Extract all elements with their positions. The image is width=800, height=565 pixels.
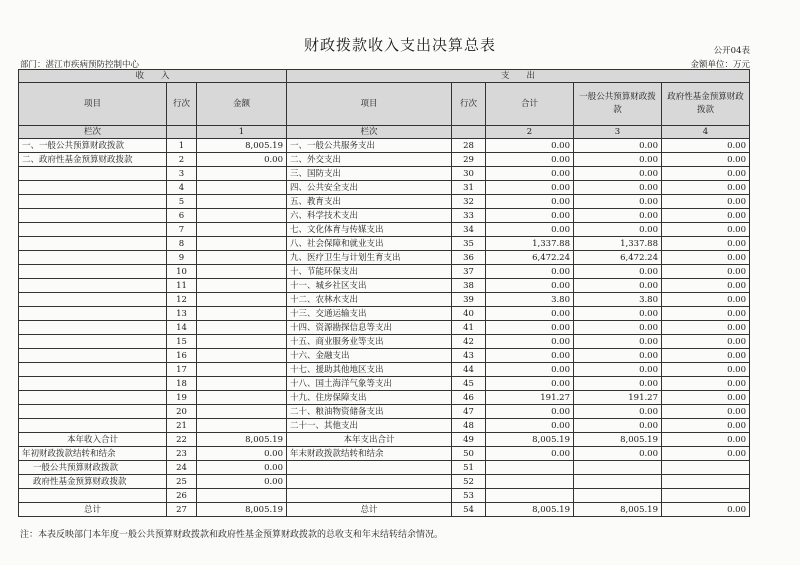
expense-row-no-cell: 35 bbox=[452, 237, 486, 251]
expense-general-cell: 0.00 bbox=[574, 265, 662, 279]
expense-total-cell bbox=[486, 461, 574, 475]
income-amount-cell bbox=[197, 405, 287, 419]
expense-total-cell: 0.00 bbox=[486, 265, 574, 279]
income-amount-cell bbox=[197, 321, 287, 335]
expense-item-cell: 年末财政拨款结转和结余 bbox=[287, 447, 452, 461]
expense-item-cell: 三、国防支出 bbox=[287, 167, 452, 181]
income-row-no-cell: 2 bbox=[167, 153, 197, 167]
income-row-no-cell: 7 bbox=[167, 223, 197, 237]
income-amount-cell bbox=[197, 265, 287, 279]
income-amount-cell bbox=[197, 237, 287, 251]
income-item-cell: 年初财政拨款结转和结余 bbox=[19, 447, 167, 461]
income-item-cell bbox=[19, 335, 167, 349]
income-item-cell bbox=[19, 377, 167, 391]
expense-item-cell: 十三、交通运输支出 bbox=[287, 307, 452, 321]
table-row bbox=[19, 181, 750, 195]
table-row bbox=[19, 461, 750, 475]
expense-item-cell: 五、教育支出 bbox=[287, 195, 452, 209]
expense-fund-cell: 0.00 bbox=[662, 181, 750, 195]
income-row-no-cell: 12 bbox=[167, 293, 197, 307]
expense-item-cell: 十四、资源勘探信息等支出 bbox=[287, 321, 452, 335]
expense-item-cell: 九、医疗卫生与计划生育支出 bbox=[287, 251, 452, 265]
income-item-cell: 总计 bbox=[19, 503, 167, 517]
income-row-no-cell: 4 bbox=[167, 181, 197, 195]
income-amount-cell: 0.00 bbox=[197, 475, 287, 489]
income-row-no-cell: 21 bbox=[167, 419, 197, 433]
income-amount-cell bbox=[197, 195, 287, 209]
expense-row-no-cell: 46 bbox=[452, 391, 486, 405]
table-row bbox=[19, 489, 750, 503]
expense-fund-cell: 0.00 bbox=[662, 195, 750, 209]
income-row-no-cell: 27 bbox=[167, 503, 197, 517]
income-item-cell: 一般公共预算财政拨款 bbox=[19, 461, 167, 475]
expense-row-no-header: 行次 bbox=[452, 83, 486, 126]
expense-total-cell: 6,472.24 bbox=[486, 251, 574, 265]
income-col-blank bbox=[167, 126, 197, 139]
form-number: 公开04表 bbox=[713, 46, 750, 56]
expense-fund-cell: 0.00 bbox=[662, 447, 750, 461]
expense-total-cell: 0.00 bbox=[486, 279, 574, 293]
income-row-no-cell: 9 bbox=[167, 251, 197, 265]
expense-row-no-cell: 33 bbox=[452, 209, 486, 223]
expense-general-cell: 0.00 bbox=[574, 447, 662, 461]
expense-fund-header: 政府性基金预算财政拨款 bbox=[662, 83, 750, 126]
table-row bbox=[19, 419, 750, 433]
table-row bbox=[19, 447, 750, 461]
expense-total-cell: 0.00 bbox=[486, 335, 574, 349]
income-item-cell bbox=[19, 167, 167, 181]
income-header: 收 入 bbox=[19, 70, 287, 83]
unit-label: 金额单位：万元 bbox=[690, 60, 750, 70]
income-row-no-cell: 3 bbox=[167, 167, 197, 181]
expense-item-cell: 七、文化体育与传媒支出 bbox=[287, 223, 452, 237]
table-row bbox=[19, 503, 750, 517]
table-row bbox=[19, 391, 750, 405]
expense-item-cell: 十、节能环保支出 bbox=[287, 265, 452, 279]
income-item-cell bbox=[19, 321, 167, 335]
expense-fund-cell: 0.00 bbox=[662, 265, 750, 279]
expense-fund-cell: 0.00 bbox=[662, 377, 750, 391]
expense-total-cell bbox=[486, 489, 574, 503]
expense-general-cell: 0.00 bbox=[574, 377, 662, 391]
income-amount-cell bbox=[197, 167, 287, 181]
expense-total-cell: 0.00 bbox=[486, 167, 574, 181]
income-item-cell bbox=[19, 237, 167, 251]
expense-row-no-cell: 29 bbox=[452, 153, 486, 167]
income-row-no-cell: 13 bbox=[167, 307, 197, 321]
expense-fund-cell: 0.00 bbox=[662, 363, 750, 377]
income-amount-cell bbox=[197, 363, 287, 377]
income-item-cell bbox=[19, 363, 167, 377]
expense-general-cell: 8,005.19 bbox=[574, 433, 662, 447]
table-row bbox=[19, 279, 750, 293]
expense-general-header: 一般公共预算财政拨款 bbox=[574, 83, 662, 126]
income-item-cell bbox=[19, 265, 167, 279]
table-row bbox=[19, 139, 750, 153]
expense-row-no-cell: 50 bbox=[452, 447, 486, 461]
income-row-no-cell: 20 bbox=[167, 405, 197, 419]
income-row-no-cell: 22 bbox=[167, 433, 197, 447]
income-col-label: 栏次 bbox=[19, 126, 167, 139]
table-row bbox=[19, 293, 750, 307]
expense-general-cell: 0.00 bbox=[574, 139, 662, 153]
expense-general-cell: 0.00 bbox=[574, 181, 662, 195]
income-amount-cell: 8,005.19 bbox=[197, 433, 287, 447]
expense-fund-cell: 0.00 bbox=[662, 405, 750, 419]
expense-fund-cell: 0.00 bbox=[662, 321, 750, 335]
expense-row-no-cell: 45 bbox=[452, 377, 486, 391]
expense-general-cell: 0.00 bbox=[574, 335, 662, 349]
expense-item-cell: 十五、商业服务业等支出 bbox=[287, 335, 452, 349]
expense-general-cell: 3.80 bbox=[574, 293, 662, 307]
expense-total-cell: 0.00 bbox=[486, 209, 574, 223]
expense-general-cell bbox=[574, 489, 662, 503]
expense-row-no-cell: 36 bbox=[452, 251, 486, 265]
expense-item-header: 项目 bbox=[287, 83, 452, 126]
expense-fund-cell: 0.00 bbox=[662, 349, 750, 363]
expense-row-no-cell: 40 bbox=[452, 307, 486, 321]
expense-total-cell: 0.00 bbox=[486, 447, 574, 461]
expense-item-cell: 十二、农林水支出 bbox=[287, 293, 452, 307]
expense-col-2: 2 bbox=[486, 126, 574, 139]
income-amount-cell bbox=[197, 181, 287, 195]
income-item-cell: 一、一般公共预算财政拨款 bbox=[19, 139, 167, 153]
expense-row-no-cell: 38 bbox=[452, 279, 486, 293]
income-item-cell bbox=[19, 223, 167, 237]
expense-row-no-cell: 42 bbox=[452, 335, 486, 349]
income-item-cell: 本年收入合计 bbox=[19, 433, 167, 447]
expense-total-cell: 0.00 bbox=[486, 195, 574, 209]
expense-fund-cell: 0.00 bbox=[662, 209, 750, 223]
expense-general-cell: 0.00 bbox=[574, 153, 662, 167]
table-row bbox=[19, 251, 750, 265]
expense-col-blank bbox=[452, 126, 486, 139]
income-item-cell bbox=[19, 195, 167, 209]
income-amount-cell bbox=[197, 209, 287, 223]
income-item-cell bbox=[19, 293, 167, 307]
expense-fund-cell bbox=[662, 475, 750, 489]
expense-header: 支 出 bbox=[287, 70, 750, 83]
expense-item-cell: 二十、粮油物资储备支出 bbox=[287, 405, 452, 419]
expense-row-no-cell: 43 bbox=[452, 349, 486, 363]
expense-total-cell: 0.00 bbox=[486, 307, 574, 321]
income-item-cell bbox=[19, 279, 167, 293]
expense-fund-cell: 0.00 bbox=[662, 503, 750, 517]
expense-general-cell: 0.00 bbox=[574, 167, 662, 181]
expense-row-no-cell: 39 bbox=[452, 293, 486, 307]
income-amount-cell: 8,005.19 bbox=[197, 503, 287, 517]
expense-item-cell: 八、社会保障和就业支出 bbox=[287, 237, 452, 251]
expense-row-no-cell: 49 bbox=[452, 433, 486, 447]
table-row bbox=[19, 237, 750, 251]
expense-row-no-cell: 48 bbox=[452, 419, 486, 433]
expense-item-cell: 十八、国土海洋气象等支出 bbox=[287, 377, 452, 391]
table-row bbox=[19, 377, 750, 391]
income-item-cell bbox=[19, 391, 167, 405]
expense-fund-cell bbox=[662, 461, 750, 475]
table-row bbox=[19, 363, 750, 377]
expense-total-cell bbox=[486, 475, 574, 489]
income-row-no-cell: 10 bbox=[167, 265, 197, 279]
table-row bbox=[19, 321, 750, 335]
table-row bbox=[19, 349, 750, 363]
income-row-no-cell: 14 bbox=[167, 321, 197, 335]
income-row-no-header: 行次 bbox=[167, 83, 197, 126]
table-row bbox=[19, 265, 750, 279]
expense-item-cell bbox=[287, 475, 452, 489]
income-item-cell bbox=[19, 209, 167, 223]
income-amount-cell bbox=[197, 419, 287, 433]
income-amount-header: 金额 bbox=[197, 83, 287, 126]
income-row-no-cell: 6 bbox=[167, 209, 197, 223]
expense-general-cell: 0.00 bbox=[574, 349, 662, 363]
expense-row-no-cell: 54 bbox=[452, 503, 486, 517]
expense-fund-cell: 0.00 bbox=[662, 279, 750, 293]
income-item-header: 项目 bbox=[19, 83, 167, 126]
expense-row-no-cell: 37 bbox=[452, 265, 486, 279]
department-label: 部门：湛江市疾病预防控制中心 bbox=[20, 60, 140, 70]
income-row-no-cell: 1 bbox=[167, 139, 197, 153]
expense-total-cell: 0.00 bbox=[486, 405, 574, 419]
expense-row-no-cell: 30 bbox=[452, 167, 486, 181]
income-item-cell bbox=[19, 349, 167, 363]
table-row bbox=[19, 167, 750, 181]
income-amount-cell: 0.00 bbox=[197, 153, 287, 167]
expense-item-cell: 十七、援助其他地区支出 bbox=[287, 363, 452, 377]
income-amount-cell: 0.00 bbox=[197, 461, 287, 475]
budget-summary-table bbox=[18, 69, 750, 517]
expense-total-cell: 1,337.88 bbox=[486, 237, 574, 251]
expense-item-cell bbox=[287, 461, 452, 475]
expense-fund-cell: 0.00 bbox=[662, 167, 750, 181]
income-item-cell: 二、政府性基金预算财政拨款 bbox=[19, 153, 167, 167]
expense-general-cell bbox=[574, 475, 662, 489]
expense-general-cell: 0.00 bbox=[574, 223, 662, 237]
expense-fund-cell: 0.00 bbox=[662, 433, 750, 447]
income-item-cell bbox=[19, 489, 167, 503]
expense-general-cell: 0.00 bbox=[574, 405, 662, 419]
expense-fund-cell: 0.00 bbox=[662, 139, 750, 153]
expense-general-cell bbox=[574, 461, 662, 475]
income-amount-cell bbox=[197, 391, 287, 405]
income-row-no-cell: 8 bbox=[167, 237, 197, 251]
income-item-cell bbox=[19, 405, 167, 419]
expense-total-cell: 0.00 bbox=[486, 349, 574, 363]
income-amount-cell bbox=[197, 293, 287, 307]
expense-fund-cell: 0.00 bbox=[662, 307, 750, 321]
expense-fund-cell: 0.00 bbox=[662, 335, 750, 349]
expense-row-no-cell: 34 bbox=[452, 223, 486, 237]
income-item-cell bbox=[19, 251, 167, 265]
expense-fund-cell: 0.00 bbox=[662, 391, 750, 405]
income-item-cell bbox=[19, 419, 167, 433]
expense-general-cell: 1,337.88 bbox=[574, 237, 662, 251]
expense-item-cell: 十九、住房保障支出 bbox=[287, 391, 452, 405]
expense-fund-cell: 0.00 bbox=[662, 419, 750, 433]
expense-total-cell: 0.00 bbox=[486, 181, 574, 195]
expense-total-header: 合计 bbox=[486, 83, 574, 126]
table-row bbox=[19, 209, 750, 223]
income-amount-cell bbox=[197, 489, 287, 503]
table-row bbox=[19, 223, 750, 237]
expense-fund-cell: 0.00 bbox=[662, 251, 750, 265]
table-row bbox=[19, 195, 750, 209]
income-row-no-cell: 18 bbox=[167, 377, 197, 391]
table-row bbox=[19, 153, 750, 167]
expense-item-cell: 十一、城乡社区支出 bbox=[287, 279, 452, 293]
income-amount-cell bbox=[197, 251, 287, 265]
expense-item-cell: 四、公共安全支出 bbox=[287, 181, 452, 195]
income-row-no-cell: 25 bbox=[167, 475, 197, 489]
expense-row-no-cell: 28 bbox=[452, 139, 486, 153]
income-row-no-cell: 19 bbox=[167, 391, 197, 405]
expense-item-cell: 总计 bbox=[287, 503, 452, 517]
income-amount-cell bbox=[197, 377, 287, 391]
expense-total-cell: 0.00 bbox=[486, 363, 574, 377]
income-amount-cell bbox=[197, 335, 287, 349]
expense-general-cell: 191.27 bbox=[574, 391, 662, 405]
income-amount-cell: 0.00 bbox=[197, 447, 287, 461]
expense-total-cell: 8,005.19 bbox=[486, 433, 574, 447]
table-row bbox=[19, 433, 750, 447]
expense-row-no-cell: 52 bbox=[452, 475, 486, 489]
expense-total-cell: 191.27 bbox=[486, 391, 574, 405]
expense-col-4: 4 bbox=[662, 126, 750, 139]
expense-general-cell: 0.00 bbox=[574, 209, 662, 223]
expense-item-cell: 本年支出合计 bbox=[287, 433, 452, 447]
expense-item-cell: 一、一般公共服务支出 bbox=[287, 139, 452, 153]
income-amount-cell bbox=[197, 279, 287, 293]
income-amount-cell bbox=[197, 223, 287, 237]
table-row bbox=[19, 475, 750, 489]
expense-total-cell: 0.00 bbox=[486, 139, 574, 153]
footnote: 注：本表反映部门本年度一般公共预算财政拨款和政府性基金预算财政拨款的总收支和年末结转结余情况。 bbox=[20, 530, 444, 540]
income-amount-cell bbox=[197, 307, 287, 321]
income-item-cell bbox=[19, 307, 167, 321]
expense-fund-cell bbox=[662, 489, 750, 503]
expense-fund-cell: 0.00 bbox=[662, 293, 750, 307]
expense-fund-cell: 0.00 bbox=[662, 223, 750, 237]
expense-fund-cell: 0.00 bbox=[662, 237, 750, 251]
expense-row-no-cell: 53 bbox=[452, 489, 486, 503]
income-row-no-cell: 26 bbox=[167, 489, 197, 503]
income-item-cell: 政府性基金预算财政拨款 bbox=[19, 475, 167, 489]
expense-col-label: 栏次 bbox=[287, 126, 452, 139]
income-row-no-cell: 11 bbox=[167, 279, 197, 293]
expense-item-cell: 六、科学技术支出 bbox=[287, 209, 452, 223]
income-row-no-cell: 15 bbox=[167, 335, 197, 349]
income-row-no-cell: 16 bbox=[167, 349, 197, 363]
expense-general-cell: 0.00 bbox=[574, 279, 662, 293]
expense-general-cell: 0.00 bbox=[574, 321, 662, 335]
expense-row-no-cell: 41 bbox=[452, 321, 486, 335]
expense-row-no-cell: 44 bbox=[452, 363, 486, 377]
expense-general-cell: 0.00 bbox=[574, 307, 662, 321]
expense-row-no-cell: 32 bbox=[452, 195, 486, 209]
expense-item-cell: 二、外交支出 bbox=[287, 153, 452, 167]
expense-total-cell: 8,005.19 bbox=[486, 503, 574, 517]
expense-total-cell: 0.00 bbox=[486, 223, 574, 237]
expense-general-cell: 8,005.19 bbox=[574, 503, 662, 517]
table-row bbox=[19, 307, 750, 321]
expense-row-no-cell: 47 bbox=[452, 405, 486, 419]
expense-row-no-cell: 51 bbox=[452, 461, 486, 475]
income-row-no-cell: 23 bbox=[167, 447, 197, 461]
expense-general-cell: 0.00 bbox=[574, 419, 662, 433]
expense-col-3: 3 bbox=[574, 126, 662, 139]
expense-general-cell: 0.00 bbox=[574, 363, 662, 377]
expense-total-cell: 0.00 bbox=[486, 419, 574, 433]
income-item-cell bbox=[19, 181, 167, 195]
expense-total-cell: 3.80 bbox=[486, 293, 574, 307]
table-row bbox=[19, 335, 750, 349]
expense-total-cell: 0.00 bbox=[486, 321, 574, 335]
expense-row-no-cell: 31 bbox=[452, 181, 486, 195]
expense-item-cell: 二十一、其他支出 bbox=[287, 419, 452, 433]
report-title: 财政拨款收入支出决算总表 bbox=[303, 36, 496, 54]
expense-fund-cell: 0.00 bbox=[662, 153, 750, 167]
expense-general-cell: 0.00 bbox=[574, 195, 662, 209]
income-amount-cell bbox=[197, 349, 287, 363]
income-row-no-cell: 24 bbox=[167, 461, 197, 475]
table-row bbox=[19, 405, 750, 419]
income-row-no-cell: 17 bbox=[167, 363, 197, 377]
expense-total-cell: 0.00 bbox=[486, 153, 574, 167]
expense-item-cell bbox=[287, 489, 452, 503]
expense-item-cell: 十六、金融支出 bbox=[287, 349, 452, 363]
income-row-no-cell: 5 bbox=[167, 195, 197, 209]
expense-general-cell: 6,472.24 bbox=[574, 251, 662, 265]
expense-total-cell: 0.00 bbox=[486, 377, 574, 391]
income-col-1: 1 bbox=[197, 126, 287, 139]
income-amount-cell: 8,005.19 bbox=[197, 139, 287, 153]
